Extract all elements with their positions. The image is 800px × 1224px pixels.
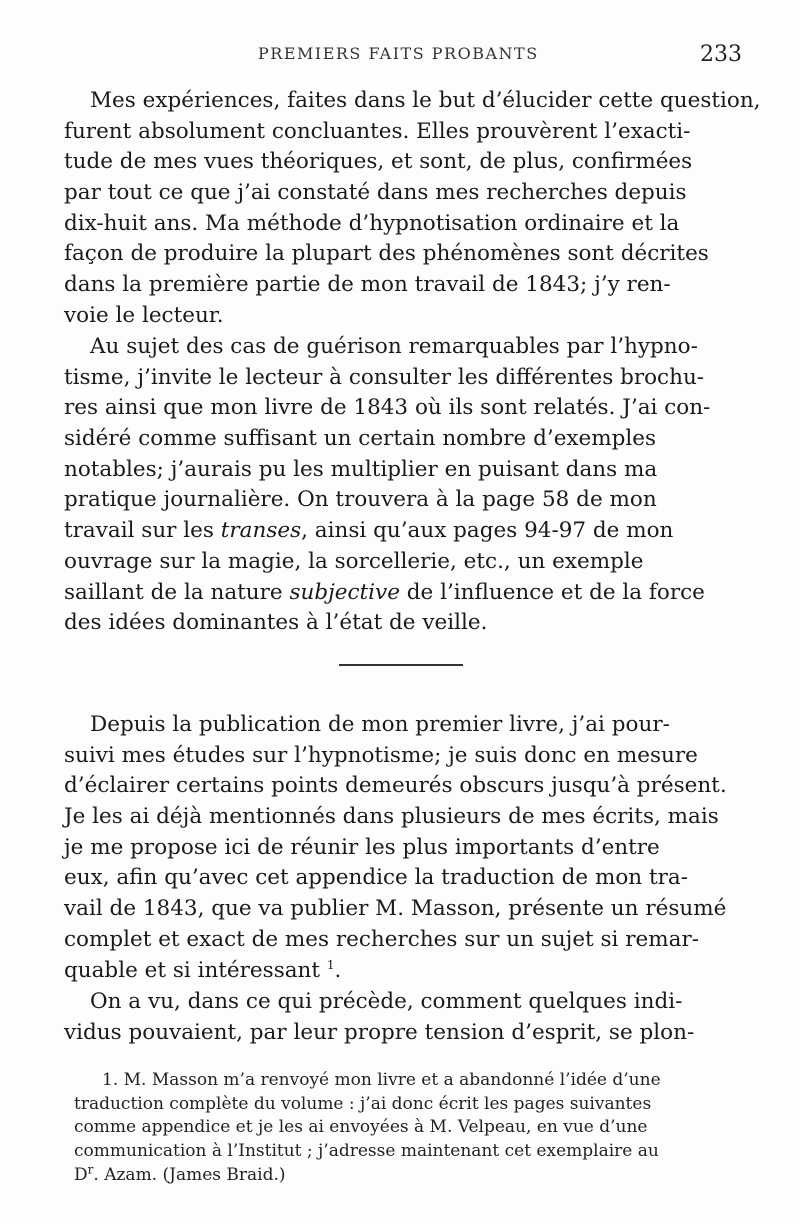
text-line: je me propose ici de réunir les plus importants d’entre xyxy=(64,834,660,860)
text-line: On a vu, dans ce qui précède, comment quelques indi- xyxy=(90,989,683,1014)
paragraph-3 xyxy=(64,710,754,986)
text-line: pratique journalière. On trouvera à la page 58 de mon xyxy=(64,487,657,513)
text-run: de l’influence et de la force xyxy=(399,579,705,605)
text-line: d’éclairer certains points demeurés obscurs jusqu’à présent. xyxy=(64,773,727,799)
italic-term: transes xyxy=(220,518,302,544)
paragraph-2 xyxy=(64,332,754,639)
text-line: vail de 1843, que va publier M. Masson, présente un résumé xyxy=(64,896,727,922)
text-run: , ainsi qu’aux pages 94-97 de mon xyxy=(301,518,674,544)
text-line: Mes expériences, faites dans le but d’élucider cette question, xyxy=(90,88,761,113)
text-run: travail sur les xyxy=(64,518,221,544)
section-divider xyxy=(339,664,463,666)
text-line: Depuis la publication de mon premier livre, j’ai pour- xyxy=(90,712,670,737)
text-line: façon de produire la plupart des phénomènes sont décrites xyxy=(64,241,709,267)
text-line xyxy=(64,578,754,609)
text-line: dans la première partie de mon travail de 1843; j’y ren- xyxy=(64,272,671,298)
footnote-line: 1. M. Masson m’a renvoyé mon livre et a abandonné l’idée d’une xyxy=(102,1070,661,1090)
page-header xyxy=(0,42,800,72)
text-line: furent absolument concluantes. Elles prouvèrent l’exacti- xyxy=(64,118,691,144)
text-line xyxy=(64,516,754,547)
superscript: r xyxy=(87,1162,94,1177)
text-line: complet et exact de mes recherches sur un sujet si remar- xyxy=(64,926,700,952)
footnote xyxy=(74,1069,754,1187)
text-run: D xyxy=(74,1164,88,1185)
paragraph-1 xyxy=(64,86,761,332)
footnote-line xyxy=(74,1164,754,1188)
footnote-line: traduction complète du volume : j’ai donc écrit les pages suivantes xyxy=(74,1093,652,1114)
text-line: par tout ce que j’ai constaté dans mes recherches depuis xyxy=(64,180,687,206)
text-line: vidus pouvaient, par leur propre tension d’esprit, se plon- xyxy=(64,1019,695,1045)
text-line: des idées dominantes à l’état de veille. xyxy=(64,610,488,636)
text-line: Je les ai déjà mentionnés dans plusieurs de mes écrits, mais xyxy=(64,804,719,830)
text-line: tude de mes vues théoriques, et sont, de plus, confirmées xyxy=(64,149,693,175)
page-number: 233 xyxy=(700,42,742,67)
text-line: ouvrage sur la magie, la sorcellerie, etc., un exemple xyxy=(64,548,644,574)
text-line: tisme, j’invite le lecteur à consulter les différentes brochu- xyxy=(64,364,705,390)
text-run: quable et si intéressant xyxy=(64,957,327,983)
text-line: dix-huit ans. Ma méthode d’hypnotisation ordinaire et la xyxy=(64,210,680,236)
text-line: quable et si intéressant $^1$. xyxy=(64,957,342,983)
text-line: notables; j’aurais pu les multiplier en puisant dans ma xyxy=(64,456,658,482)
paragraph-4 xyxy=(64,987,754,1048)
text-line: sidéré comme suffisant un certain nombre d’exemples xyxy=(64,426,657,452)
footnote-marker: 1 xyxy=(326,957,335,972)
text-line: suivi mes études sur l’hypnotisme; je suis donc en mesure xyxy=(64,742,698,768)
text-line: Au sujet des cas de guérison remarquables par l’hypno- xyxy=(90,334,698,359)
text-line: res ainsi que mon livre de 1843 où ils sont relatés. J’ai con- xyxy=(64,395,711,421)
text-run: . Azam. (James Braid.) xyxy=(93,1164,286,1185)
running-title: PREMIERS FAITS PROBANTS xyxy=(258,44,539,63)
footnote-line: communication à l’Institut ; j’adresse maintenant cet exemplaire au xyxy=(74,1141,659,1162)
footnote-line: comme appendice et je les ai envoyées à M. Velpeau, en vue d’une xyxy=(74,1117,648,1138)
italic-term: subjective xyxy=(289,579,400,605)
text-line: voie le lecteur. xyxy=(64,302,224,328)
text-run: saillant de la nature xyxy=(64,579,290,605)
text-line: eux, afin qu’avec cet appendice la traduction de mon tra- xyxy=(64,865,688,891)
